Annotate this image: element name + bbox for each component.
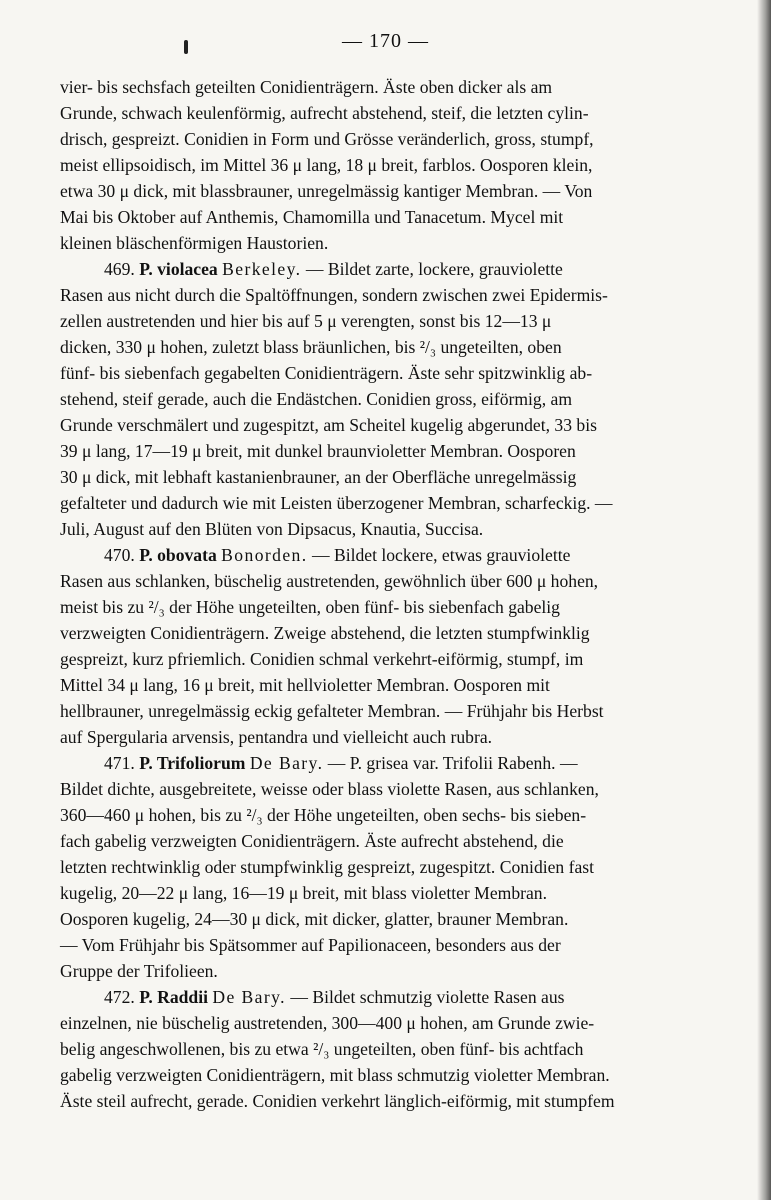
entry-first-text: — Bildet lockere, etwas grauviolette bbox=[307, 545, 571, 565]
text-line: 39 μ lang, 17—19 μ breit, mit dunkel braunvioletter Membran. Oosporen bbox=[60, 441, 576, 461]
entry-469 bbox=[60, 256, 740, 542]
text-line: Rasen aus nicht durch die Spaltöffnungen, sondern zwischen zwei Epidermis- bbox=[60, 285, 608, 305]
text-line: Grunde, schwach keulenförmig, aufrecht abstehend, steif, die letzten cylin- bbox=[60, 103, 589, 123]
page-edge-shadow bbox=[757, 0, 771, 1200]
text-line: auf Spergularia arvensis, pentandra und vielleicht auch rubra. bbox=[60, 727, 493, 747]
species-name: P. obovata bbox=[139, 545, 217, 565]
text-line: 360—460 μ hohen, bis zu ²/₃ der Höhe ungeteilten, oben sechs- bis sieben- bbox=[60, 805, 587, 825]
text-line: gefalteter und dadurch wie mit Leisten überzogener Membran, scharfeckig. — bbox=[60, 493, 613, 513]
text-line: Äste steil aufrecht, gerade. Conidien verkehrt länglich-eiförmig, mit stumpfem bbox=[60, 1091, 615, 1111]
text-line: Gruppe der Trifolieen. bbox=[60, 961, 218, 981]
text-line: dicken, 330 μ hohen, zuletzt blass bräunlichen, bis ²/₃ ungeteilten, oben bbox=[60, 337, 562, 357]
species-author: Bonorden. bbox=[221, 545, 308, 565]
text-line: Rasen aus schlanken, büschelig austretenden, gewöhnlich über 600 μ hohen, bbox=[60, 571, 599, 591]
entry-number: 469. bbox=[104, 259, 135, 279]
text-line: Mittel 34 μ lang, 16 μ breit, mit hellvioletter Membran. Oosporen mit bbox=[60, 675, 550, 695]
text-line: einzelnen, nie büschelig austretenden, 300—400 μ hohen, am Grunde zwie- bbox=[60, 1013, 595, 1033]
text-line: hellbrauner, unregelmässig eckig gefalteter Membran. — Frühjahr bis Herbst bbox=[60, 701, 604, 721]
text-line: zellen austretenden und hier bis auf 5 μ verengten, sonst bis 12—13 μ bbox=[60, 311, 552, 331]
text-line: letzten rechtwinklig oder stumpfwinklig gespreizt, zugespitzt. Conidien fast bbox=[60, 857, 595, 877]
text-line: Grunde verschmälert und zugespitzt, am Scheitel kugelig abgerundet, 33 bis bbox=[60, 415, 597, 435]
entry-number: 472. bbox=[104, 987, 135, 1007]
text-line: meist bis zu ²/₃ der Höhe ungeteilten, oben fünf- bis siebenfach gabelig bbox=[60, 597, 560, 617]
entry-first-text: — P. grisea var. Trifolii Rabenh. — bbox=[323, 753, 578, 773]
text-line: vier- bis sechsfach geteilten Conidienträgern. Äste oben dicker als am bbox=[60, 77, 553, 97]
entry-heading-line bbox=[60, 750, 740, 776]
text-line: Mai bis Oktober auf Anthemis, Chamomilla und Tanacetum. Mycel mit bbox=[60, 207, 564, 227]
species-name: P. Trifoliorum bbox=[139, 753, 246, 773]
text-line: etwa 30 μ dick, mit blassbrauner, unregelmässig kantiger Membran. — Von bbox=[60, 181, 593, 201]
text-line: 30 μ dick, mit lebhaft kastanienbrauner, an der Oberfläche unregelmässig bbox=[60, 467, 577, 487]
species-author: De Bary. bbox=[212, 987, 286, 1007]
body-text bbox=[60, 74, 740, 1114]
text-line: stehend, steif gerade, auch die Endästchen. Conidien gross, eiförmig, am bbox=[60, 389, 573, 409]
text-line: verzweigten Conidienträgern. Zweige abstehend, die letzten stumpfwinklig bbox=[60, 623, 590, 643]
entry-number: 470. bbox=[104, 545, 135, 565]
text-line: fünf- bis siebenfach gegabelten Conidienträgern. Äste sehr spitzwinklig ab- bbox=[60, 363, 593, 383]
entry-first-text: — Bildet schmutzig violette Rasen aus bbox=[285, 987, 565, 1007]
species-author: De Bary. bbox=[249, 753, 324, 773]
paragraph-continuation bbox=[60, 74, 740, 256]
text-line: kleinen bläschenförmigen Haustorien. bbox=[60, 233, 329, 253]
entry-first-text: — Bildet zarte, lockere, grauviolette bbox=[301, 259, 563, 279]
page-number: — 170 — bbox=[342, 30, 429, 52]
entry-heading-line bbox=[60, 984, 740, 1010]
entry-heading-line bbox=[60, 256, 740, 282]
entry-470 bbox=[60, 542, 740, 750]
text-line: kugelig, 20—22 μ lang, 16—19 μ breit, mit blass violetter Membran. bbox=[60, 883, 547, 903]
text-line: Oosporen kugelig, 24—30 μ dick, mit dicker, glatter, brauner Membran. bbox=[60, 909, 569, 929]
entry-471 bbox=[60, 750, 740, 984]
species-name: P. violacea bbox=[139, 259, 218, 279]
entry-heading-line bbox=[60, 542, 740, 568]
text-line: — Vom Frühjahr bis Spätsommer auf Papilionaceen, besonders aus der bbox=[60, 935, 561, 955]
entry-472 bbox=[60, 984, 740, 1114]
text-line: Juli, August auf den Blüten von Dipsacus, Knautia, Succisa. bbox=[60, 519, 484, 539]
text-line: gabelig verzweigten Conidienträgern, mit blass schmutzig violetter Membran. bbox=[60, 1065, 610, 1085]
text-line: belig angeschwollenen, bis zu etwa ²/₃ ungeteilten, oben fünf- bis achtfach bbox=[60, 1039, 584, 1059]
text-line: Bildet dichte, ausgebreitete, weisse oder blass violette Rasen, aus schlanken, bbox=[60, 779, 599, 799]
text-line: fach gabelig verzweigten Conidienträgern. Äste aufrecht abstehend, die bbox=[60, 831, 564, 851]
text-line: gespreizt, kurz pfriemlich. Conidien schmal verkehrt-eiförmig, stumpf, im bbox=[60, 649, 584, 669]
text-line: meist ellipsoidisch, im Mittel 36 μ lang, 18 μ breit, farblos. Oosporen klein, bbox=[60, 155, 593, 175]
species-name: P. Raddii bbox=[139, 987, 208, 1007]
entry-number: 471. bbox=[104, 753, 135, 773]
text-line: drisch, gespreizt. Conidien in Form und Grösse veränderlich, gross, stumpf, bbox=[60, 129, 594, 149]
species-author: Berkeley. bbox=[222, 259, 302, 279]
